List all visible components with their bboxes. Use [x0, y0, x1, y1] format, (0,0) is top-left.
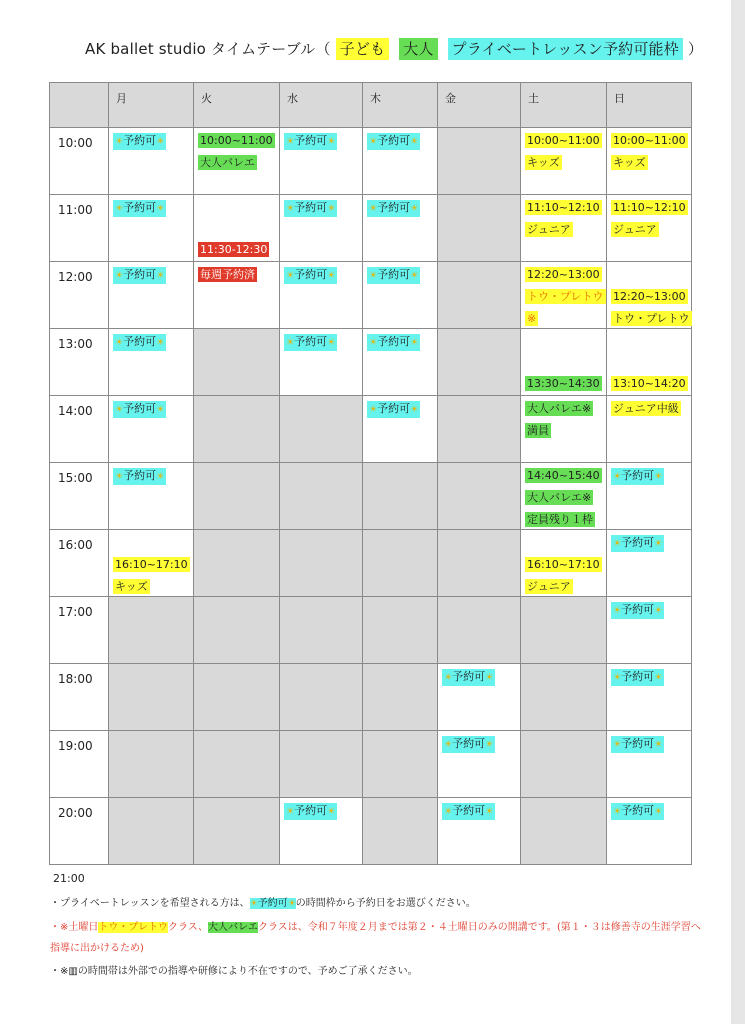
class-name: ジュニア — [527, 223, 571, 236]
private-slot-chip[interactable] — [113, 267, 166, 284]
slot-fri-20 — [438, 798, 521, 865]
private-slot-chip[interactable] — [113, 401, 166, 418]
slot-mon-13 — [109, 329, 194, 396]
private-slot-chip — [250, 898, 296, 909]
slot-fri-10 — [438, 128, 521, 195]
day-label: 金 — [445, 92, 456, 105]
sun-icon: ☀ — [654, 539, 663, 549]
class-time: 11:10~12:10 — [613, 201, 686, 214]
chip-label: 予約可 — [294, 268, 328, 281]
time-label: 20:00 — [58, 806, 93, 820]
corner-cell — [50, 83, 109, 128]
slot-thu-18 — [363, 664, 438, 731]
slot-sat-20 — [521, 798, 607, 865]
slot-tue-11 — [194, 195, 280, 262]
footer-highlight-pointe: トウ・プレトウ — [98, 922, 168, 933]
sun-icon: ☀ — [444, 740, 453, 750]
slot-tue-14 — [194, 396, 280, 463]
sun-icon: ☀ — [115, 405, 124, 415]
sun-icon: ☀ — [410, 405, 419, 415]
sun-icon: ☀ — [654, 807, 663, 817]
time-cell — [50, 798, 109, 865]
row-12 — [50, 262, 692, 329]
class-name: トウ・プレトウ — [527, 290, 604, 303]
sun-icon: ☀ — [369, 338, 378, 348]
chip-label: 予約可 — [377, 201, 411, 214]
sun-icon: ☀ — [654, 472, 663, 482]
slot-thu-16 — [363, 530, 438, 597]
sun-icon: ☀ — [115, 271, 124, 281]
slot-mon-11 — [109, 195, 194, 262]
sun-icon: ☀ — [115, 472, 124, 482]
time-cell — [50, 262, 109, 329]
class-name: トウ・プレトウ — [613, 312, 690, 325]
chip-label: 予約可 — [123, 402, 157, 415]
slot-mon-15 — [109, 463, 194, 530]
class-time: 12:20~13:00 — [527, 268, 600, 281]
class-name: ジュニア — [527, 580, 571, 593]
private-slot-chip[interactable] — [113, 200, 166, 217]
slot-fri-15 — [438, 463, 521, 530]
slot-wed-12 — [280, 262, 363, 329]
sun-icon: ☀ — [485, 673, 494, 683]
slot-tue-10 — [194, 128, 280, 195]
private-slot-chip[interactable] — [284, 267, 337, 284]
sun-icon: ☀ — [444, 807, 453, 817]
sun-icon: ☀ — [485, 807, 494, 817]
sun-icon: ☀ — [654, 673, 663, 683]
slot-thu-13 — [363, 329, 438, 396]
sun-icon: ☀ — [410, 271, 419, 281]
sun-icon: ☀ — [369, 405, 378, 415]
slot-wed-15 — [280, 463, 363, 530]
row-17 — [50, 597, 692, 664]
footer-note-private — [50, 894, 476, 909]
slot-thu-17 — [363, 597, 438, 664]
private-slot-chip[interactable] — [611, 669, 664, 686]
slot-tue-15 — [194, 463, 280, 530]
sun-icon: ☀ — [156, 405, 165, 415]
class-note: 満員 — [527, 424, 549, 437]
day-label: 木 — [370, 92, 381, 105]
time-cell — [50, 396, 109, 463]
slot-wed-10 — [280, 128, 363, 195]
chip-label: 予約可 — [294, 134, 328, 147]
sun-icon: ☀ — [286, 807, 295, 817]
class-note: ※ — [527, 312, 537, 325]
sun-icon: ☀ — [613, 606, 622, 616]
sun-icon: ☀ — [115, 338, 124, 348]
slot-thu-15 — [363, 463, 438, 530]
footer-text: の時間枠から予約日をお選びください。 — [295, 898, 476, 909]
footer-text: クラス、 — [168, 922, 208, 933]
booked-label: 毎週予約済 — [200, 268, 255, 281]
slot-fri-16 — [438, 530, 521, 597]
chip-label: 予約可 — [621, 603, 655, 616]
day-label: 火 — [201, 92, 212, 105]
slot-tue-19 — [194, 731, 280, 798]
slot-sun-17 — [607, 597, 692, 664]
time-cell — [50, 128, 109, 195]
slot-sun-18 — [607, 664, 692, 731]
chip-label: 予約可 — [452, 670, 486, 683]
class-name: ジュニア — [613, 223, 657, 236]
sun-icon: ☀ — [156, 472, 165, 482]
legend-adult: 大人 — [399, 38, 437, 60]
private-slot-chip[interactable] — [113, 133, 166, 150]
slot-sun-20 — [607, 798, 692, 865]
slot-wed-14 — [280, 396, 363, 463]
slot-wed-11 — [280, 195, 363, 262]
sun-icon: ☀ — [613, 740, 622, 750]
class-time: 10:00~11:00 — [200, 134, 273, 147]
header-row — [50, 83, 692, 128]
end-time-label: 21:00 — [53, 872, 85, 885]
sun-icon: ☀ — [156, 204, 165, 214]
class-time: 13:30~14:30 — [527, 377, 600, 390]
row-16 — [50, 530, 692, 597]
class-name: ジュニア中級 — [613, 402, 679, 415]
slot-mon-17 — [109, 597, 194, 664]
slot-thu-12 — [363, 262, 438, 329]
slot-sat-16 — [521, 530, 607, 597]
slot-fri-18 — [438, 664, 521, 731]
sun-icon: ☀ — [156, 271, 165, 281]
private-slot-chip[interactable] — [367, 267, 420, 284]
sun-icon: ☀ — [327, 271, 336, 281]
sun-icon: ☀ — [327, 807, 336, 817]
slot-sun-10 — [607, 128, 692, 195]
class-time: 10:00~11:00 — [527, 134, 600, 147]
footer-text: クラスは、令和７年度２月までは第２・４土曜日のみの開講です。(第１・３は修善寺の生涯学習へ — [258, 922, 701, 933]
row-19 — [50, 731, 692, 798]
chip-label: 予約可 — [377, 268, 411, 281]
slot-tue-16 — [194, 530, 280, 597]
class-name: 大人バレエ※ — [527, 402, 592, 415]
private-slot-chip[interactable] — [284, 133, 337, 150]
day-header-sun — [607, 83, 692, 128]
slot-mon-10 — [109, 128, 194, 195]
chip-label: 予約可 — [294, 201, 328, 214]
slot-tue-20 — [194, 798, 280, 865]
private-slot-chip[interactable] — [611, 468, 664, 485]
day-label: 水 — [287, 92, 298, 105]
chip-label: 予約可 — [621, 804, 655, 817]
chip-label: 予約可 — [452, 804, 486, 817]
time-label: 15:00 — [58, 471, 93, 485]
class-time: 16:10~17:10 — [527, 558, 600, 571]
class-name: 大人バレエ※ — [527, 491, 592, 504]
chip-label: 予約可 — [294, 335, 328, 348]
chip-label: 予約可 — [123, 335, 157, 348]
private-slot-chip[interactable] — [284, 200, 337, 217]
footer-text: ・プライベートレッスンを希望される方は、 — [50, 898, 250, 909]
slot-sat-17 — [521, 597, 607, 664]
row-10 — [50, 128, 692, 195]
slot-wed-17 — [280, 597, 363, 664]
time-label: 18:00 — [58, 672, 93, 686]
slot-fri-11 — [438, 195, 521, 262]
private-slot-chip[interactable] — [284, 334, 337, 351]
time-cell — [50, 195, 109, 262]
slot-mon-18 — [109, 664, 194, 731]
sun-icon: ☀ — [654, 606, 663, 616]
private-slot-chip[interactable] — [113, 334, 166, 351]
slot-sun-12 — [607, 262, 692, 329]
slot-tue-12 — [194, 262, 280, 329]
slot-sun-11 — [607, 195, 692, 262]
slot-mon-19 — [109, 731, 194, 798]
class-time: 11:10~12:10 — [527, 201, 600, 214]
sun-icon: ☀ — [287, 899, 296, 909]
private-slot-chip[interactable] — [284, 803, 337, 820]
row-14 — [50, 396, 692, 463]
sun-icon: ☀ — [410, 204, 419, 214]
chip-label: 予約可 — [123, 201, 157, 214]
slot-thu-11 — [363, 195, 438, 262]
sun-icon: ☀ — [613, 673, 622, 683]
sun-icon: ☀ — [327, 204, 336, 214]
sun-icon: ☀ — [249, 899, 258, 909]
sun-icon: ☀ — [613, 472, 622, 482]
day-label: 月 — [116, 92, 127, 105]
row-13 — [50, 329, 692, 396]
sun-icon: ☀ — [327, 338, 336, 348]
private-slot-chip[interactable] — [442, 669, 495, 686]
private-slot-chip[interactable] — [611, 736, 664, 753]
chip-label: 予約可 — [377, 335, 411, 348]
time-cell — [50, 530, 109, 597]
class-time: 13:10~14:20 — [613, 377, 686, 390]
private-slot-chip[interactable] — [367, 401, 420, 418]
sun-icon: ☀ — [156, 338, 165, 348]
slot-mon-16 — [109, 530, 194, 597]
slot-wed-16 — [280, 530, 363, 597]
private-slot-chip[interactable] — [367, 334, 420, 351]
time-cell — [50, 463, 109, 530]
slot-fri-12 — [438, 262, 521, 329]
chip-label: 予約可 — [621, 670, 655, 683]
page-title — [85, 38, 703, 59]
class-time: 10:00~11:00 — [613, 134, 686, 147]
legend-private: プライベートレッスン予約可能枠 — [448, 38, 683, 60]
slot-fri-13 — [438, 329, 521, 396]
time-cell — [50, 731, 109, 798]
class-note: 定員残り１枠 — [527, 513, 593, 526]
sun-icon: ☀ — [369, 137, 378, 147]
sun-icon: ☀ — [613, 807, 622, 817]
slot-sun-15 — [607, 463, 692, 530]
sun-icon: ☀ — [115, 204, 124, 214]
timetable — [49, 82, 692, 865]
time-cell — [50, 597, 109, 664]
sun-icon: ☀ — [115, 137, 124, 147]
legend-kids: 子ども — [336, 38, 390, 60]
time-label: 10:00 — [58, 136, 93, 150]
slot-wed-19 — [280, 731, 363, 798]
private-slot-chip[interactable] — [611, 535, 664, 552]
time-cell — [50, 664, 109, 731]
slot-sun-19 — [607, 731, 692, 798]
slot-sun-14 — [607, 396, 692, 463]
slot-sat-14 — [521, 396, 607, 463]
chip-label: 予約可 — [452, 737, 486, 750]
slot-sat-18 — [521, 664, 607, 731]
sun-icon: ☀ — [410, 338, 419, 348]
sun-icon: ☀ — [485, 740, 494, 750]
sun-icon: ☀ — [369, 204, 378, 214]
chip-label: 予約可 — [123, 134, 157, 147]
day-label: 日 — [614, 92, 625, 105]
private-slot-chip[interactable] — [113, 468, 166, 485]
slot-sat-11 — [521, 195, 607, 262]
page-edge — [731, 0, 745, 1024]
footer-highlight-adult: 大人バレエ — [208, 922, 258, 933]
slot-mon-14 — [109, 396, 194, 463]
title-suffix: ） — [687, 40, 704, 58]
chip-label: 予約可 — [377, 402, 411, 415]
slot-sat-10 — [521, 128, 607, 195]
slot-sat-12 — [521, 262, 607, 329]
time-label: 12:00 — [58, 270, 93, 284]
day-label: 土 — [528, 92, 539, 105]
sun-icon: ☀ — [410, 137, 419, 147]
slot-tue-13 — [194, 329, 280, 396]
chip-label: 予約可 — [377, 134, 411, 147]
slot-mon-12 — [109, 262, 194, 329]
sun-icon: ☀ — [613, 539, 622, 549]
class-name: キッズ — [613, 156, 646, 169]
chip-label: 予約可 — [123, 268, 157, 281]
day-header-tue — [194, 83, 280, 128]
private-slot-chip[interactable] — [442, 736, 495, 753]
slot-tue-18 — [194, 664, 280, 731]
footer-note-absence: ・※▥の時間帯は外部での指導や研修により不在ですので、予めご了承ください。 — [50, 966, 418, 977]
day-header-mon — [109, 83, 194, 128]
private-slot-chip[interactable] — [442, 803, 495, 820]
time-label: 13:00 — [58, 337, 93, 351]
day-header-thu — [363, 83, 438, 128]
row-20 — [50, 798, 692, 865]
private-slot-chip[interactable] — [367, 133, 420, 150]
sun-icon: ☀ — [654, 740, 663, 750]
row-18 — [50, 664, 692, 731]
private-slot-chip[interactable] — [611, 803, 664, 820]
class-name: キッズ — [527, 156, 560, 169]
time-label: 16:00 — [58, 538, 93, 552]
time-cell — [50, 329, 109, 396]
sun-icon: ☀ — [444, 673, 453, 683]
slot-thu-14 — [363, 396, 438, 463]
sun-icon: ☀ — [286, 338, 295, 348]
private-slot-chip[interactable] — [611, 602, 664, 619]
slot-tue-17 — [194, 597, 280, 664]
day-header-fri — [438, 83, 521, 128]
class-time: 16:10~17:10 — [115, 558, 188, 571]
sun-icon: ☀ — [369, 271, 378, 281]
chip-label: 予約可 — [621, 737, 655, 750]
chip-label: 予約可 — [123, 469, 157, 482]
chip-label: 予約可 — [621, 469, 655, 482]
title-prefix: AK ballet studio タイムテーブル（ — [85, 40, 331, 58]
slot-wed-18 — [280, 664, 363, 731]
class-time: 14:40~15:40 — [527, 469, 600, 482]
sun-icon: ☀ — [286, 271, 295, 281]
slot-sat-19 — [521, 731, 607, 798]
slot-wed-20 — [280, 798, 363, 865]
footer-note-saturday — [50, 918, 701, 933]
private-slot-chip[interactable] — [367, 200, 420, 217]
slot-sun-16 — [607, 530, 692, 597]
slot-wed-13 — [280, 329, 363, 396]
slot-thu-10 — [363, 128, 438, 195]
class-time: 12:20~13:00 — [613, 290, 686, 303]
chip-label: 予約可 — [621, 536, 655, 549]
slot-fri-17 — [438, 597, 521, 664]
slot-thu-20 — [363, 798, 438, 865]
time-label: 11:00 — [58, 203, 93, 217]
chip-label: 予約可 — [294, 804, 328, 817]
time-label: 17:00 — [58, 605, 93, 619]
slot-fri-19 — [438, 731, 521, 798]
slot-fri-14 — [438, 396, 521, 463]
footer-note-saturday-cont: 指導に出かけるため) — [50, 943, 144, 954]
chip-label: 予約可 — [257, 898, 288, 909]
class-name: キッズ — [115, 580, 148, 593]
day-header-wed — [280, 83, 363, 128]
day-header-sat — [521, 83, 607, 128]
row-11 — [50, 195, 692, 262]
class-name: 大人バレエ — [200, 156, 255, 169]
slot-thu-19 — [363, 731, 438, 798]
sun-icon: ☀ — [286, 204, 295, 214]
slot-sat-13 — [521, 329, 607, 396]
slot-sat-15 — [521, 463, 607, 530]
sun-icon: ☀ — [156, 137, 165, 147]
slot-mon-20 — [109, 798, 194, 865]
footer-text: ・※土曜日 — [50, 922, 99, 933]
sun-icon: ☀ — [327, 137, 336, 147]
booked-time: 11:30-12:30 — [200, 243, 268, 256]
time-label: 19:00 — [58, 739, 93, 753]
row-15 — [50, 463, 692, 530]
slot-sun-13 — [607, 329, 692, 396]
time-label: 14:00 — [58, 404, 93, 418]
sun-icon: ☀ — [286, 137, 295, 147]
